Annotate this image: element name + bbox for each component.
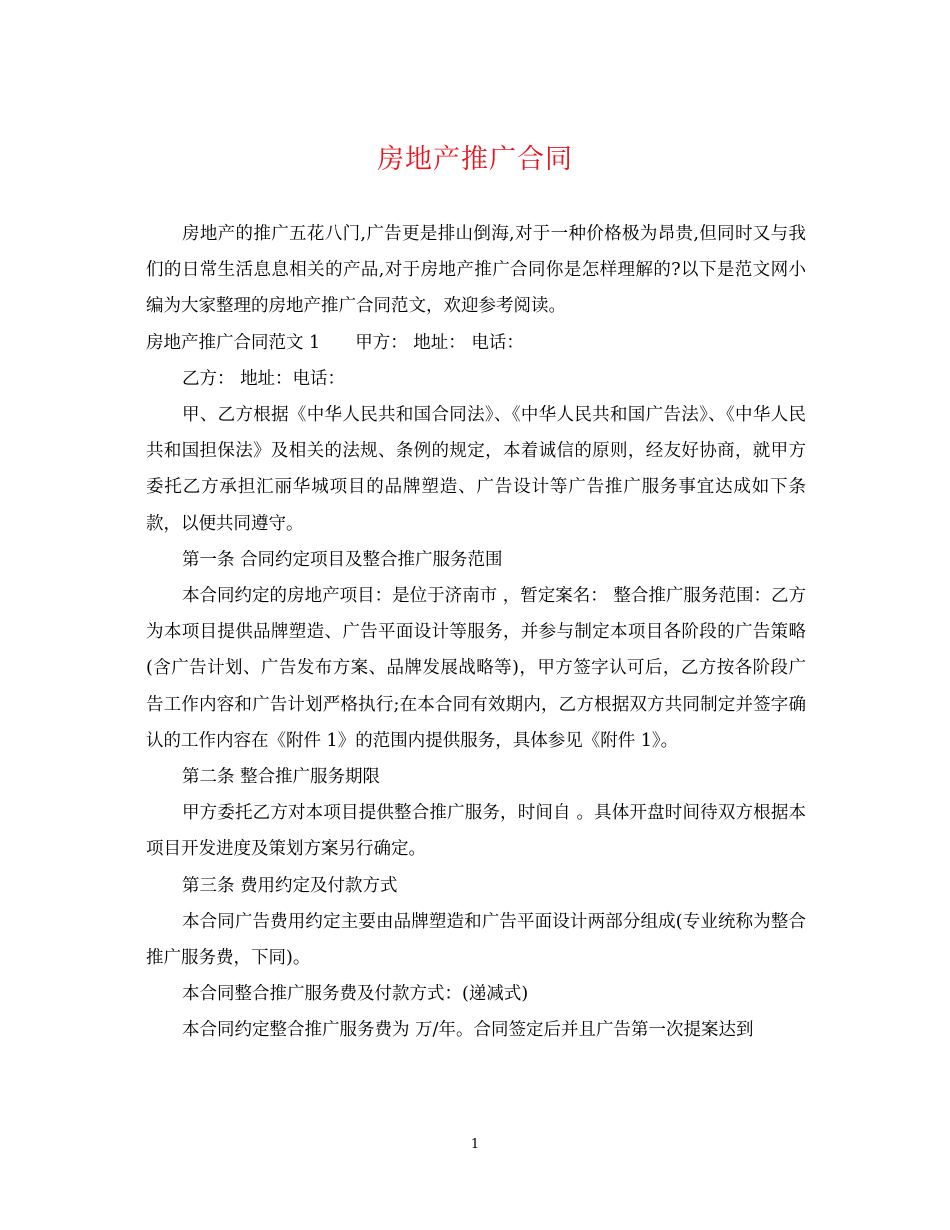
page-number: 1: [470, 1137, 480, 1152]
article-1-heading: 第一条 合同约定项目及整合推广服务范围: [182, 549, 503, 570]
article-3-fee-paragraph: 本合同约定整合推广服务费为 万/年。合同签定后并且广告第一次提案达到: [182, 1020, 754, 1041]
article-2-body: 甲方委托乙方对本项目提供整合推广服务，时间自 。具体开盘时间待双方根据本项目开发进度及策划方案另行确定。: [146, 803, 806, 860]
paragraph-intro: 房地产的推广五花八门,广告更是排山倒海,对于一种价格极为昂贵,但同时又与我们的日常生活息息相关的产品,对于房地产推广合同你是怎样理解的?以下是范文网小编为大家整理的房地产推广合同范文，欢迎参考阅读。: [146, 224, 806, 317]
article-3-payment-heading: 本合同整合推广服务费及付款方式：(递减式): [182, 984, 529, 1005]
article-3-heading: 第三条 费用约定及付款方式: [182, 875, 398, 896]
article-3-body: 本合同广告费用约定主要由品牌塑造和广告平面设计两部分组成(专业统称为整合推广服务费，下同)。: [146, 911, 806, 969]
paragraph-party-b: 乙方： 地址：电话：: [182, 368, 346, 389]
paragraph-party-a: 房地产推广合同范文 1 甲方： 地址： 电话：: [146, 332, 524, 353]
article-1-body: 本合同约定的房地产项目：是位于济南市 ，暂定案名： 整合推广服务范围：乙方为本项目提供品牌塑造、广告平面设计等服务，并参与制定本项目各阶段的广告策略(含广告计划、广告发布方案、品牌发展战略等)，甲方签字认可后，乙方按各阶段广告工作内容和广告计划严格执行;在本合同有效期内，乙方根据双方共同制定并签字确认的工作内容在《附件 1》的范围内提供服务，具体参见《附件 1》。: [146, 586, 806, 751]
document-title: 房地产推广合同: [377, 144, 573, 175]
paragraph-preamble: 甲、乙方根据《中华人民共和国合同法》、《中华人民共和国广告法》、《中华人民共和国担保法》及相关的法规、条例的规定，本着诚信的原则，经友好协商，就甲方委托乙方承担汇丽华城项目的品牌塑造、广告设计等广告推广服务事宜达成如下条款，以便共同遵守。: [146, 405, 806, 534]
article-2-heading: 第二条 整合推广服务期限: [182, 767, 381, 788]
document-body: [146, 216, 806, 1049]
